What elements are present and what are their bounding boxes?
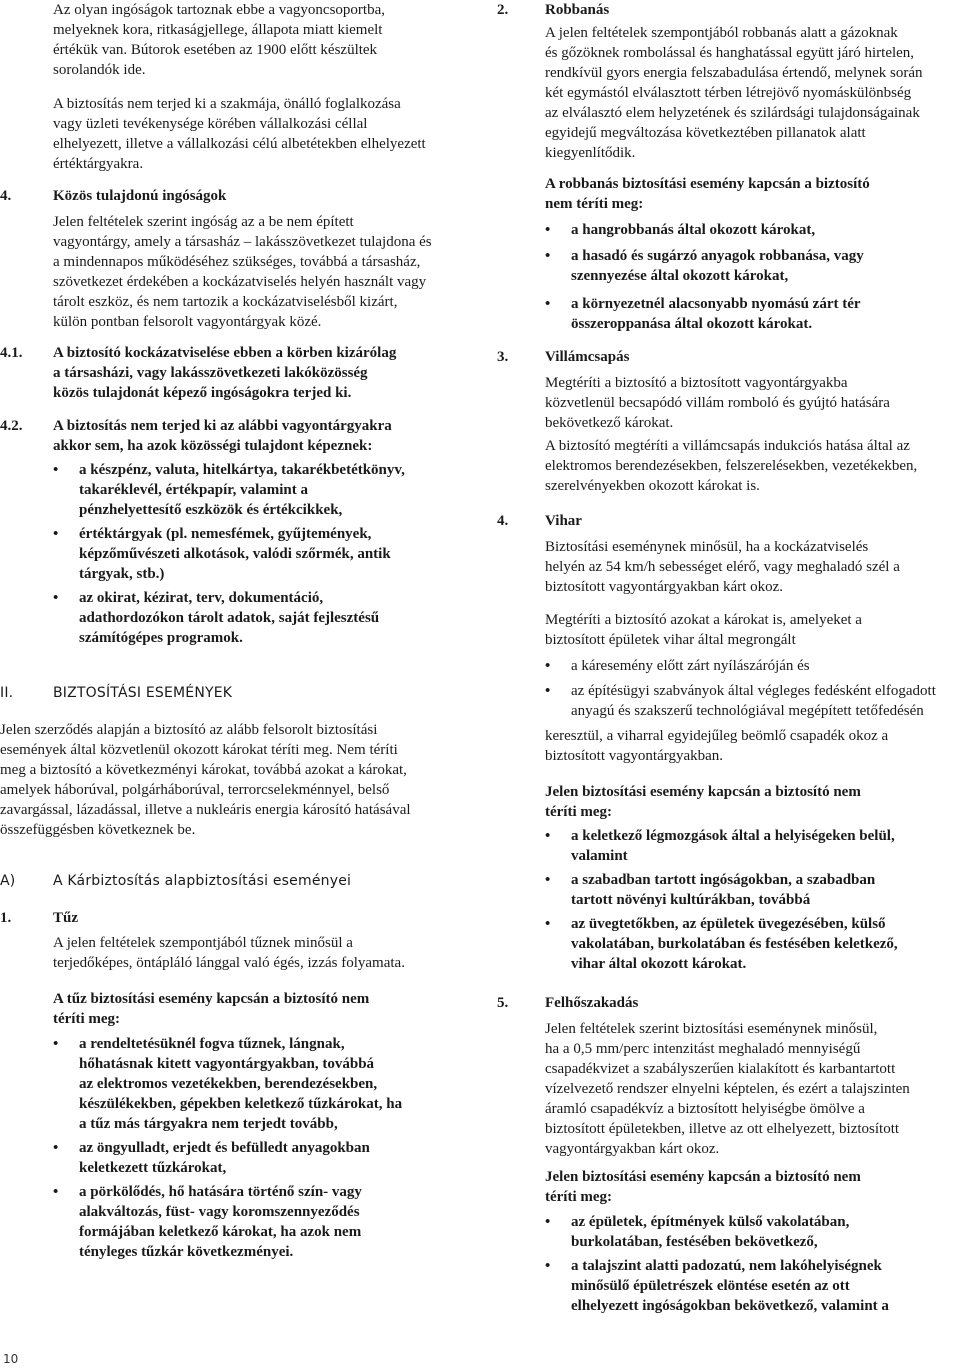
text-line: zavargással, lázadással, illetve a nukleáris energia károsító hatásával — [0, 802, 411, 818]
text-line: az elválasztó elem helyzetének és szilárdsági tulajdonságainak — [545, 105, 920, 121]
chapter-number: II. — [0, 685, 14, 701]
text-line: A jelen feltételek szempontjából tűznek minősül a — [53, 935, 353, 951]
text-line: A robbanás biztosítási esemény kapcsán a biztosító — [545, 176, 870, 192]
section-body — [545, 373, 955, 433]
text-line: szövetkezet érdekében a kockázatviselés helyén használt vagy — [53, 274, 427, 290]
section-title: Tűz — [53, 910, 79, 926]
bullet-icon: • — [53, 1140, 59, 1156]
list-item — [545, 1212, 955, 1256]
bullet-icon: • — [545, 658, 551, 674]
text-line: az üvegtetőkben, az épületek üvegezésében, külső — [571, 916, 886, 932]
text-line: események által közvetlenül okozott károkat téríti meg. Nem téríti — [0, 742, 398, 758]
bullet-icon: • — [545, 916, 551, 932]
bullet-list — [545, 220, 955, 338]
section-title: Felhőszakadás — [545, 995, 639, 1011]
text-line: tárgyak, stb.) — [79, 566, 165, 582]
text-line: elhelyezett, illetve a vállalkozási célú albetétekben elhelyezett — [53, 136, 426, 152]
text-line: szerelvényekben okozott károkat is. — [545, 478, 760, 494]
text-line: Jelen szerződés alapján a biztosító az alább felsorolt biztosítási — [0, 722, 378, 738]
section-title: Robbanás — [545, 2, 610, 18]
text-line: készülékekben, gépekben keletkező tűzkárokat, ha — [79, 1096, 403, 1112]
text-line: A biztosítás nem terjed ki az alábbi vagyontárgyakra — [53, 418, 392, 434]
list-item — [53, 460, 463, 524]
text-line: értéktárgyak (pl. nemesfémek, gyűjtemények, — [79, 526, 372, 542]
intro-paragraph — [53, 0, 458, 80]
text-line: pénzhelyettesítő eszközök és értékcikkek, — [79, 502, 343, 518]
text-line: két egymástól elválasztott térben létrejövő nyomáskülönbség — [545, 85, 912, 101]
text-line: melyeknek kora, ritkaságjellege, állapota miatt kiemelt — [53, 22, 383, 38]
text-line: A tűz biztosítási esemény kapcsán a biztosító nem — [53, 991, 370, 1007]
list-item — [545, 870, 955, 914]
text-line: tartott növényi kultúrákban, továbbá — [571, 892, 811, 908]
bullet-icon: • — [545, 1258, 551, 1274]
text-line: helyén az 54 km/h sebességet elérő, vagy meghaladó szél a — [545, 559, 900, 575]
bullet-icon: • — [545, 222, 551, 238]
list-item — [53, 524, 463, 588]
section-body — [53, 933, 458, 973]
text-line: egyidejű megváltozása következtében pillanatok alatt — [545, 125, 866, 141]
text-line: meg a biztosító a következményi károkat, továbbá azokat a károkat, — [0, 762, 407, 778]
list-item — [545, 220, 955, 246]
subchapter-number: A) — [0, 873, 16, 889]
section-number: 2. — [497, 2, 509, 18]
chapter-title: BIZTOSÍTÁSI ESEMÉNYEK — [53, 685, 233, 701]
text-line: sorolandók ide. — [53, 62, 146, 78]
text-line: burkolatában, festésében bekövetkező, — [571, 1234, 818, 1250]
text-line: számítógépes programok. — [79, 630, 243, 646]
text-line: Biztosítási eseménynek minősül, ha a kockázatviselés — [545, 539, 869, 555]
text-line: közös tulajdonát képező ingóságokra terjed ki. — [53, 385, 352, 401]
text-line: minősülő épületrészek elöntése esetén az ott — [571, 1278, 850, 1294]
text-line: A biztosító kockázatviselése ebben a körben kizárólag — [53, 345, 397, 361]
text-line: a rendeltetésüknél fogva tűznek, lángnak, — [79, 1036, 345, 1052]
text-line: a mindennapos működéséhez szükséges, továbbá a társasház, — [53, 254, 421, 270]
text-line: Jelen feltételek szerint ingóság az a be nem épített — [53, 214, 354, 230]
section-body — [53, 212, 458, 332]
text-line: ha a 0,5 mm/perc intenzitást meghaladó mennyiségű — [545, 1041, 861, 1057]
text-line: az építésügyi szabványok által végleges fedésként elfogadott — [571, 683, 936, 699]
list-item — [53, 1034, 463, 1138]
text-line: vagy üzleti tevékenysége körében vállalkozási céllal — [53, 116, 368, 132]
bullet-icon: • — [53, 1036, 59, 1052]
text-line: a pörkölődés, hő hatására történő szín- vagy — [79, 1184, 362, 1200]
text-line: biztosított épületek vihar által megrongált — [545, 632, 796, 648]
text-line: összeroppanása által okozott károkat. — [571, 316, 813, 332]
text-line: biztosított vagyontárgyakban. — [545, 748, 724, 764]
text-line: formájában keletkező károkat, ha azok nem — [79, 1224, 362, 1240]
list-item — [545, 294, 955, 338]
bullet-list — [53, 460, 463, 652]
bullet-icon: • — [545, 828, 551, 844]
section-number: 3. — [497, 349, 509, 365]
text-line: A biztosítás nem terjed ki a szakmája, önálló foglalkozása — [53, 96, 401, 112]
text-line: akkor sem, ha azok közösségi tulajdont képeznek: — [53, 438, 373, 454]
text-line: közvetlenül becsapódó villám romboló és gyújtó hatására — [545, 395, 890, 411]
text-line: tárolt eszköz, és nem tartozik a kockázatviselésből kizárt, — [53, 294, 398, 310]
text-line: bekövetkező károkat. — [545, 415, 674, 431]
text-line: az öngyulladt, erjedt és befülledt anyagokban — [79, 1140, 370, 1156]
section-number: 4. — [497, 513, 509, 529]
text-line: takaréklevél, értékpapír, valamint a — [79, 482, 309, 498]
section-number: 4. — [0, 188, 12, 204]
exclusion-heading — [53, 989, 458, 1029]
text-line: Jelen biztosítási esemény kapcsán a biztosító nem — [545, 784, 861, 800]
section-body — [545, 23, 955, 163]
text-line: kiegyenlítődik. — [545, 145, 636, 161]
text-line: valamint — [571, 848, 628, 864]
exclusion-paragraph — [53, 94, 458, 174]
page-number: 10 — [3, 1352, 19, 1366]
list-item — [53, 1182, 463, 1266]
text-line: csapadékvizet a szabályszerűen kialakított és karbantartott — [545, 1061, 896, 1077]
section-body — [545, 610, 955, 650]
text-line: Jelen biztosítási esemény kapcsán a biztosító nem — [545, 1169, 861, 1185]
text-line: Jelen feltételek szerint biztosítási eseménynek minősül, — [545, 1021, 878, 1037]
text-line: a talajszint alatti padozatú, nem lakóhelyiségnek — [571, 1258, 882, 1274]
bullet-list — [53, 1034, 463, 1266]
text-line: Az olyan ingóságok tartoznak ebbe a vagyoncsoportba, — [53, 2, 385, 18]
text-line: vakolatában, burkolatában és festésében keletkező, — [571, 936, 898, 952]
text-line: elhelyezett ingóságokban bekövetkező, valamint a — [571, 1298, 889, 1314]
text-line: a keletkező légmozgások által a helyiségeken belül, — [571, 828, 895, 844]
text-line: vízelvezető rendszer elnyelni képtelen, és ezért a talajszinten — [545, 1081, 910, 1097]
text-line: értékük van. Bútorok esetében az 1900 előtt készültek — [53, 42, 378, 58]
text-line: szennyezése által okozott károkat, — [571, 268, 789, 284]
section-body — [545, 726, 955, 766]
bullet-list — [545, 656, 955, 721]
list-item — [545, 681, 955, 721]
text-line: alakváltozás, füst- vagy koromszennyeződés — [79, 1204, 360, 1220]
bullet-icon: • — [545, 1214, 551, 1230]
text-line: elektromos berendezésekben, felszerelésekben, vezetékekben, — [545, 458, 918, 474]
text-line: biztosított épületekben, illetve az ott elhelyezett, biztosított — [545, 1121, 900, 1137]
section-number: 4.1. — [0, 345, 23, 361]
text-line: keletkezett tűzkárokat, — [79, 1160, 227, 1176]
section-number: 1. — [0, 910, 12, 926]
bullet-icon: • — [53, 590, 59, 606]
section-body — [545, 436, 955, 496]
text-line: téríti meg: — [53, 1011, 121, 1027]
text-line: a készpénz, valuta, hitelkártya, takarékbetétkönyv, — [79, 462, 405, 478]
text-line: vagyontárgy, amely a társasház – lakásszövetkezet tulajdona és — [53, 234, 432, 250]
text-line: értéktárgyakra. — [53, 156, 144, 172]
bullet-icon: • — [545, 872, 551, 888]
list-item — [545, 826, 955, 870]
bullet-icon: • — [545, 683, 551, 699]
list-item — [545, 914, 955, 978]
text-line: a szabadban tartott ingóságokban, a szabadban — [571, 872, 876, 888]
subchapter-title: A Kárbiztosítás alapbiztosítási eseményei — [53, 873, 352, 889]
text-line: A biztosító megtéríti a villámcsapás indukciós hatása által az — [545, 438, 910, 454]
text-line: az elektromos vezetékekben, berendezésekben, — [79, 1076, 378, 1092]
bullet-icon: • — [53, 462, 59, 478]
section-body — [545, 1019, 955, 1159]
chapter-intro — [0, 720, 460, 840]
list-item — [545, 656, 955, 681]
bullet-icon: • — [53, 1184, 59, 1200]
text-line: adathordozókon tárolt adatok, saját fejlesztésű — [79, 610, 380, 626]
text-line: téríti meg: — [545, 804, 613, 820]
section-body — [53, 416, 458, 456]
exclusion-heading — [545, 782, 955, 822]
section-number: 5. — [497, 995, 509, 1011]
text-line: keresztül, a viharral egyidejűleg beömlő csapadék okoz a — [545, 728, 889, 744]
list-item — [53, 588, 463, 652]
text-line: a hangrobbanás által okozott károkat, — [571, 222, 816, 238]
section-number: 4.2. — [0, 418, 23, 434]
section-title: Közös tulajdonú ingóságok — [53, 188, 227, 204]
text-line: a káresemény előtt zárt nyílászáróján és — [571, 658, 810, 674]
section-body — [53, 343, 458, 403]
text-line: A jelen feltételek szempontjából robbanás alatt a gázoknak — [545, 25, 898, 41]
section-title: Villámcsapás — [545, 349, 630, 365]
exclusion-heading — [545, 174, 955, 214]
text-line: külön pontban felsorolt vagyontárgyak közé. — [53, 314, 322, 330]
list-item — [545, 1256, 955, 1320]
list-item — [545, 246, 955, 294]
bullet-list — [545, 1212, 955, 1320]
text-line: és gőzöknek rombolással és hanghatással együtt járó hirtelen, — [545, 45, 915, 61]
bullet-list — [545, 826, 955, 978]
text-line: biztosított vagyontárgyakban kárt okoz. — [545, 579, 784, 595]
text-line: képzőművészeti alkotások, valódi szőrmék, antik — [79, 546, 391, 562]
text-line: a tűz más tárgyakra nem terjedt tovább, — [79, 1116, 338, 1132]
list-item — [53, 1138, 463, 1182]
text-line: Megtéríti a biztosító azokat a károkat is, amelyeket a — [545, 612, 862, 628]
text-line: Megtéríti a biztosító a biztosított vagyontárgyakba — [545, 375, 848, 391]
text-line: a hasadó és sugárzó anyagok robbanása, vagy — [571, 248, 864, 264]
text-line: áramló csapadékvíz a biztosított helyiségbe ömölve a — [545, 1101, 865, 1117]
text-line: az okirat, kézirat, terv, dokumentáció, — [79, 590, 324, 606]
bullet-icon: • — [545, 296, 551, 312]
text-line: rendkívül gyors energia felszabadulása értendő, melynek során — [545, 65, 923, 81]
text-line: az épületek, építmények külső vakolatában, — [571, 1214, 850, 1230]
bullet-icon: • — [53, 526, 59, 542]
text-line: tényleges tűzkár következményei. — [79, 1244, 294, 1260]
section-title: Vihar — [545, 513, 582, 529]
text-line: vagyontárgyakban kárt okoz. — [545, 1141, 720, 1157]
exclusion-heading — [545, 1167, 955, 1207]
text-line: nem téríti meg: — [545, 196, 644, 212]
text-line: összefüggésben következnek be. — [0, 822, 196, 838]
text-line: a társasházi, vagy lakásszövetkezeti lakóközösség — [53, 365, 368, 381]
text-line: amelyek háborúval, polgárháborúval, terrorcselekménnyel, belső — [0, 782, 390, 798]
text-line: téríti meg: — [545, 1189, 613, 1205]
text-line: terjedőképes, öntápláló lánggal való égés, izzás folyamata. — [53, 955, 405, 971]
section-body — [545, 537, 955, 597]
bullet-icon: • — [545, 248, 551, 264]
text-line: vihar által okozott károkat. — [571, 956, 747, 972]
text-line: hőhatásnak kitett vagyontárgyakban, továbbá — [79, 1056, 375, 1072]
text-line: anyagú és szakszerű technológiával megépített tetőfedésén — [571, 703, 924, 719]
text-line: a környezetnél alacsonyabb nyomású zárt tér — [571, 296, 861, 312]
